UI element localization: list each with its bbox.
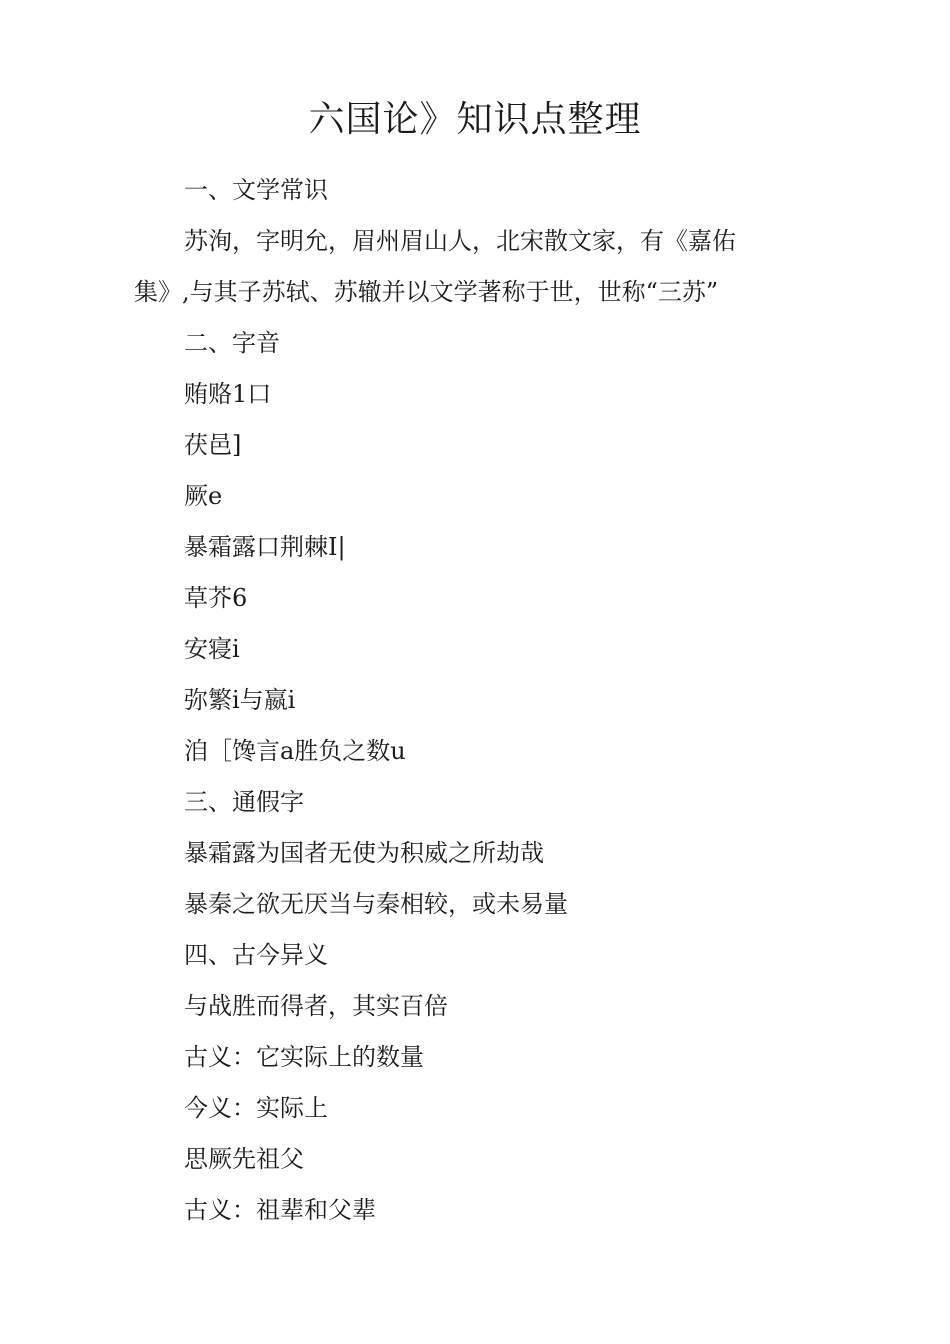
section-heading-ancient-modern: 四、古今异义: [184, 941, 328, 969]
list-item: 贿赂1口: [184, 380, 272, 408]
paragraph-line: 集》,与其子苏轼、苏辙并以文学著称于世，世称“三苏”: [134, 278, 719, 306]
list-item: 厥e: [184, 482, 223, 510]
list-item: 暴霜露口荆棘I|: [184, 533, 346, 561]
list-item: 草芥6: [184, 584, 248, 612]
list-item: 洎［馋言a胜负之数u: [184, 737, 406, 765]
list-item: 古义：它实际上的数量: [184, 1043, 424, 1071]
section-heading-pronunciation: 二、字音: [184, 329, 280, 357]
list-item: 弥繁i与嬴i: [184, 686, 296, 714]
list-item: 思厥先祖父: [184, 1145, 304, 1173]
section-heading-literature: 一、文学常识: [184, 176, 328, 204]
list-item: 与战胜而得者，其实百倍: [184, 992, 448, 1020]
list-item: 暴秦之欲无厌当与秦相较，或未易量: [184, 890, 568, 918]
document-title: 六国论》知识点整理: [308, 99, 642, 140]
list-item: 茯邑]: [184, 431, 242, 459]
paragraph-line: 苏洵，字明允，眉州眉山人，北宋散文家，有《嘉佑: [184, 227, 736, 255]
list-item: 古义：祖辈和父辈: [184, 1196, 376, 1224]
list-item: 安寝i: [184, 635, 240, 663]
list-item: 今义：实际上: [184, 1094, 328, 1122]
list-item: 暴霜露为国者无使为积威之所劫哉: [184, 839, 544, 867]
section-heading-interchangeable: 三、通假字: [184, 788, 304, 816]
